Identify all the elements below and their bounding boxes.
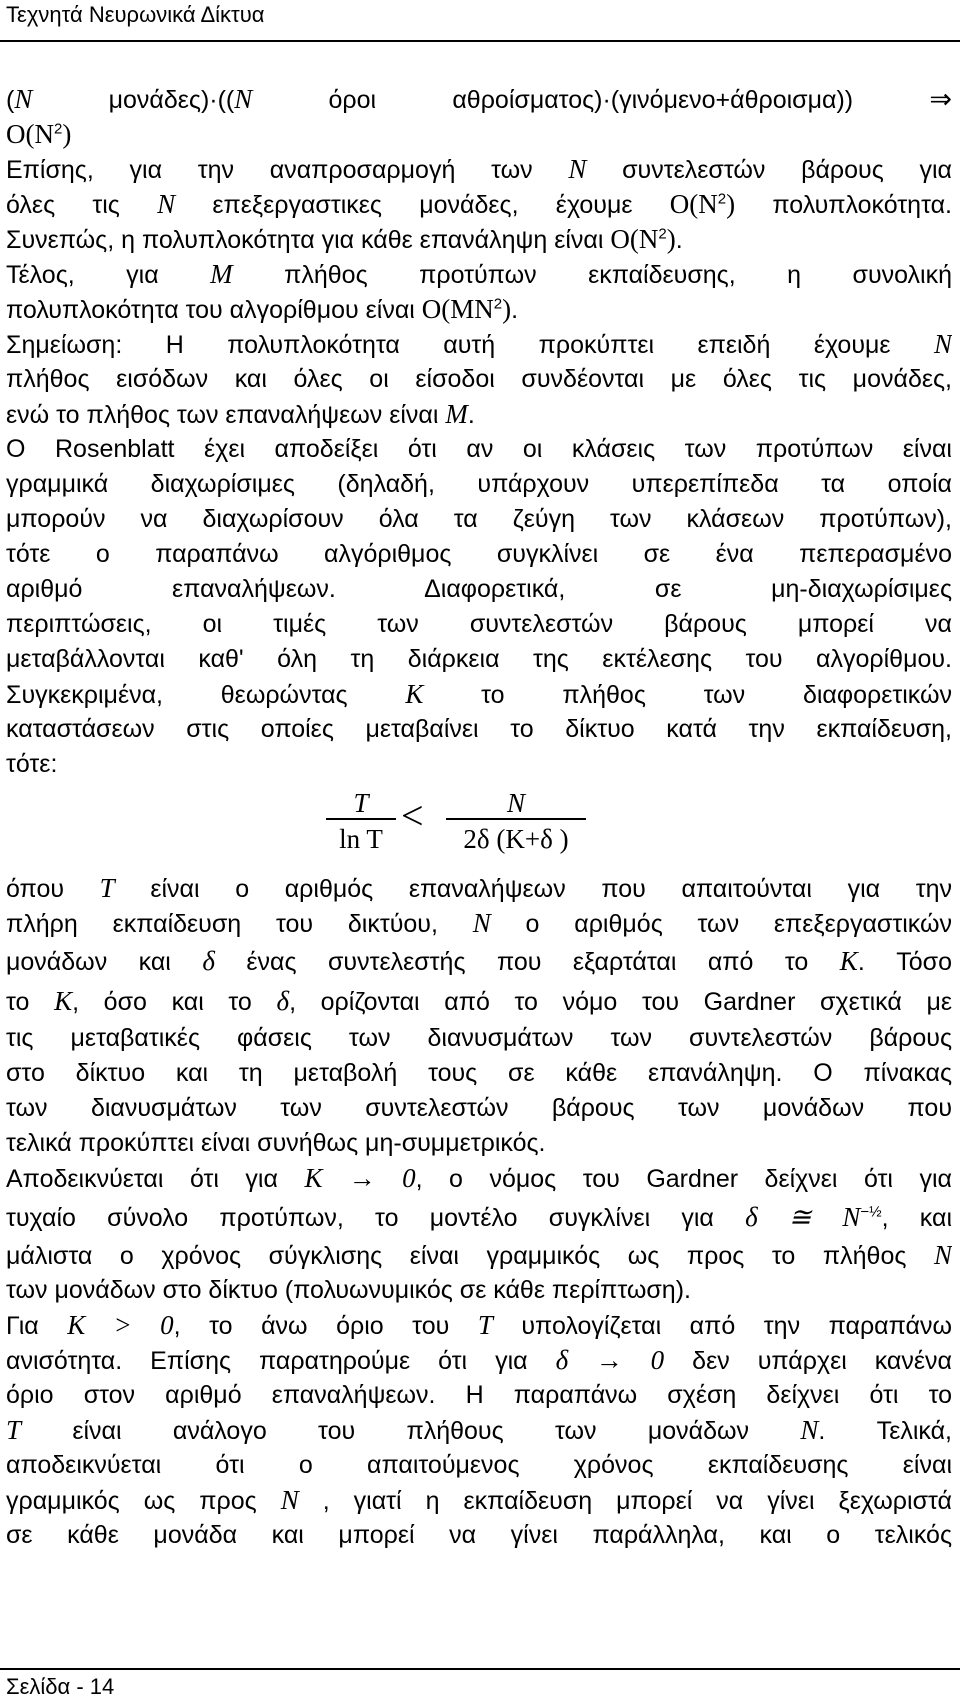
text-line: Συνεπώς, η πολυπλοκότητα για κάθε επανάληψη είναι $O(N^2)$. xyxy=(6,224,683,254)
text-line: τότε: xyxy=(6,750,58,778)
inequality-formula xyxy=(6,786,952,871)
text-line: Σημείωση: Η πολυπλοκότητα αυτή προκύπτει επειδή έχουμε N xyxy=(6,329,952,359)
text-line: Επίσης, για την αναπροσαρμογή των N συντελεστών βάρους για xyxy=(6,154,952,184)
text-line: T είναι ανάλογο του πλήθους των μονάδων N. Τελικά, xyxy=(6,1415,952,1445)
footer-divider xyxy=(0,1668,960,1670)
text-line: μπορούν να διαχωρίσουν όλα τα ζεύγη των κλάσεων προτύπων), xyxy=(6,505,952,533)
implies-symbol: ⇒ xyxy=(929,84,952,114)
text-line: περιπτώσεις, οι τιμές των συντελεστών βάρους μπορεί να xyxy=(6,610,952,638)
page-number: Σελίδα - 14 xyxy=(6,1674,115,1699)
page-header: Τεχνητά Νευρωνικά Δίκτυα xyxy=(6,2,265,27)
fraction-left: T ln T xyxy=(326,786,396,856)
text-line: $O(N^2)$ xyxy=(6,119,72,149)
text-line: (N μονάδες)·((N όροι αθροίσματος)·(γινόμενο+άθροισμα)) ⇒ xyxy=(6,84,952,114)
text-line: τότε ο παραπάνω αλγόριθμος συγκλίνει σε ένα πεπερασμένο xyxy=(6,540,952,568)
text-line: Για K > 0, το άνω όριο του T υπολογίζεται από την παραπάνω xyxy=(6,1310,952,1340)
text-line: Τέλος, για M πλήθος προτύπων εκπαίδευσης, η συνολική xyxy=(6,259,952,289)
text-line: όριο στον αριθμό επαναλήψεων. Η παραπάνω σχέση δείχνει ότι το xyxy=(6,1381,952,1409)
less-than-symbol: < xyxy=(401,793,424,838)
text-line: Ο Rosenblatt έχει αποδείξει ότι αν οι κλάσεις των προτύπων είναι xyxy=(6,435,952,463)
text-line: ενώ το πλήθος των επαναλήψεων είναι M. xyxy=(6,399,475,429)
text-line: πλήθος εισόδων και όλες οι είσοδοι συνδέονται με όλες τις μονάδες, xyxy=(6,365,952,393)
text-line: ανισότητα. Επίσης παρατηρούμε ότι για δ → 0 δεν υπάρχει κανένα xyxy=(6,1345,952,1375)
text-line: όλες τις N επεξεργαστικες μονάδες, έχουμε $O(N^2)$ πολυπλοκότητα. xyxy=(6,189,952,219)
text-line: το K, όσο και το δ, ορίζονται από το νόμο του Gardner σχετικά με xyxy=(6,986,952,1016)
document-body xyxy=(6,82,952,1553)
text-line: γραμμικός ως προς N , γιατί η εκπαίδευση μπορεί να γίνει ξεχωριστά xyxy=(6,1485,952,1515)
text-line: πλήρη εκπαίδευση του δικτύου, N ο αριθμός των επεξεργαστικών xyxy=(6,908,952,938)
text-line: των μονάδων στο δίκτυο (πολυωνυμικός σε κάθε περίπτωση). xyxy=(6,1276,691,1304)
text-line: Συγκεκριμένα, θεωρώντας K το πλήθος των διαφορετικών xyxy=(6,679,952,709)
text-line: γραμμικά διαχωρίσιμες (δηλαδή, υπάρχουν υπερεπίπεδα τα οποία xyxy=(6,470,952,498)
text-line: των διανυσμάτων των συντελεστών βάρους των μονάδων που xyxy=(6,1094,952,1122)
text-line: αποδεικνύεται ότι ο απαιτούμενος χρόνος εκπαίδευσης είναι xyxy=(6,1451,952,1479)
header-divider xyxy=(0,40,960,42)
text-line: τυχαίο σύνολο προτύπων, το μοντέλο συγκλίνει για δ ≅ $N^{-\frac{1}{2}}$, και xyxy=(6,1202,952,1232)
text-line: Αποδεικνύεται ότι για K → 0, ο νόμος του Gardner δείχνει ότι για xyxy=(6,1163,952,1193)
text-line: μονάδων και δ ένας συντελεστής που εξαρτάται από το K. Τόσο xyxy=(6,946,952,976)
text-line: σε κάθε μονάδα και μπορεί να γίνει παράλληλα, και ο τελικός xyxy=(6,1521,952,1549)
text-line: μάλιστα ο χρόνος σύγκλισης είναι γραμμικός ως προς το πλήθος N xyxy=(6,1240,952,1270)
text-line: όπου T είναι ο αριθμός επαναλήψεων που απαιτούνται για την xyxy=(6,873,952,903)
text-line: καταστάσεων στις οποίες μεταβαίνει το δίκτυο κατά την εκπαίδευση, xyxy=(6,715,952,743)
text-line: τις μεταβατικές φάσεις των διανυσμάτων των συντελεστών βάρους xyxy=(6,1024,952,1052)
text-line: αριθμό επαναλήψεων. Διαφορετικά, σε μη-διαχωρίσιμες xyxy=(6,575,952,603)
text-line: στο δίκτυο και τη μεταβολή τους σε κάθε επανάληψη. Ο πίνακας xyxy=(6,1059,952,1087)
text-line: πολυπλοκότητα του αλγορίθμου είναι $O(MN^2)$. xyxy=(6,294,519,324)
text-line: τελικά προκύπτει είναι συνήθως μη-συμμετρικός. xyxy=(6,1129,546,1157)
fraction-right: N 2δ (K+δ ) xyxy=(446,786,586,856)
text-line: μεταβάλλονται καθ' όλη τη διάρκεια της εκτέλεσης του αλγορίθμου. xyxy=(6,645,952,673)
